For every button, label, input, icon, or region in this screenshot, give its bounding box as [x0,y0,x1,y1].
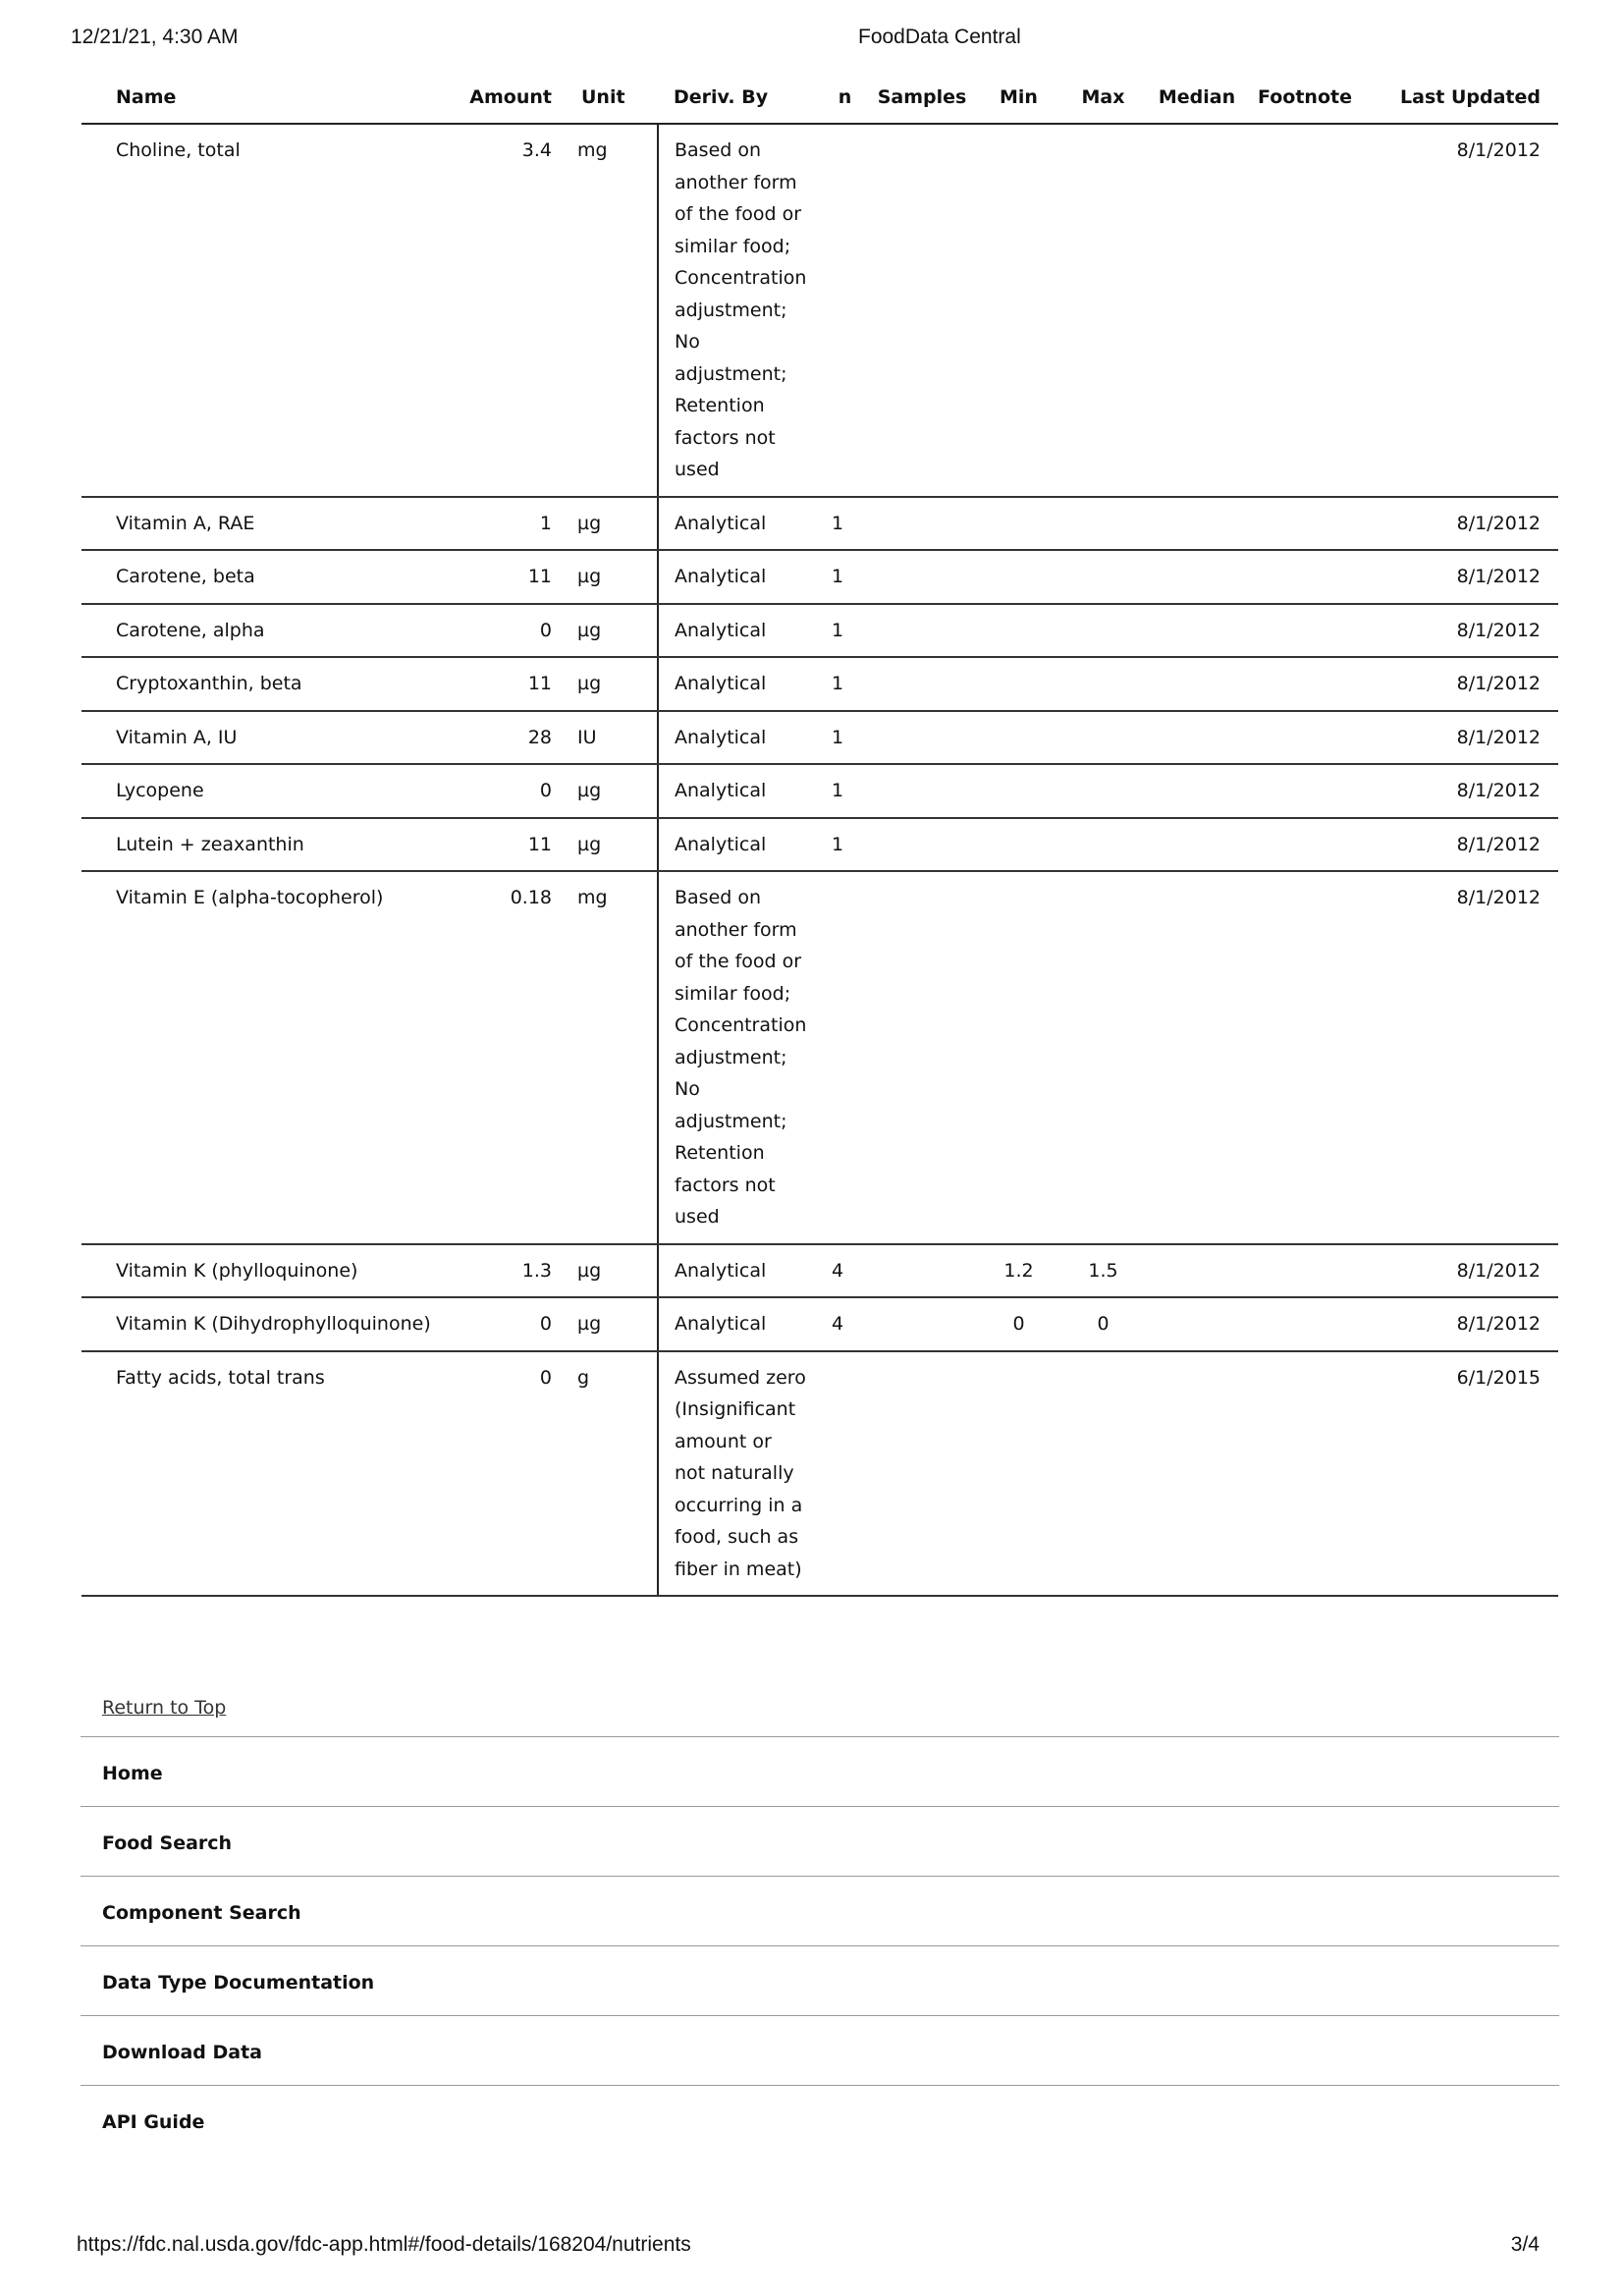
deriv-by-line: Analytical [675,726,767,748]
cell-n: 1 [822,711,868,765]
cell-min [976,818,1061,872]
cell-footnote [1249,764,1361,818]
table-row [81,1351,1558,1597]
cell-unit: µg [556,764,658,818]
footer-nav [81,1697,1559,2155]
nutrients-table [81,72,1558,1597]
cell-min [976,124,1061,497]
cell-max [1061,764,1145,818]
cell-max [1061,818,1145,872]
cell-name: Vitamin A, RAE [81,497,436,551]
deriv-by-line: of the food or [675,951,802,972]
cell-deriv-by [658,124,822,497]
print-url: https://fdc.nal.usda.gov/fdc-app.html#/food-details/168204/nutrients [77,2233,691,2256]
cell-n: 1 [822,604,868,658]
cell-deriv-by [658,711,822,765]
deriv-by-line: No [675,331,700,353]
col-header-name[interactable]: Name [81,72,436,124]
cell-name: Carotene, beta [81,550,436,604]
cell-name: Carotene, alpha [81,604,436,658]
print-page-number: 3/4 [1510,2233,1540,2256]
deriv-by-line: Based on [675,139,762,161]
table-row [81,764,1558,818]
cell-last-updated: 8/1/2012 [1361,818,1558,872]
deriv-by-line: not naturally [675,1462,794,1484]
cell-footnote [1249,497,1361,551]
deriv-by-line: adjustment; [675,1046,787,1068]
table-row [81,871,1558,1244]
deriv-by-line: fiber in meat) [675,1558,802,1580]
cell-amount: 11 [436,550,556,604]
deriv-by-line: (Insignificant [675,1398,796,1420]
footer-nav-list [81,1737,1559,2155]
print-datetime: 12/21/21, 4:30 AM [71,26,239,48]
cell-deriv-by [658,604,822,658]
col-header-amount[interactable]: Amount [436,72,556,124]
deriv-by-line: adjustment; [675,362,787,385]
cell-max [1061,497,1145,551]
col-header-median[interactable]: Median [1145,72,1249,124]
cell-n [822,124,868,497]
cell-n: 4 [822,1297,868,1351]
cell-max [1061,711,1145,765]
cell-max: 1.5 [1061,1244,1145,1298]
cell-n: 1 [822,657,868,711]
deriv-by-line: amount or [675,1430,772,1452]
table-row [81,1297,1558,1351]
cell-last-updated: 8/1/2012 [1361,764,1558,818]
cell-last-updated: 8/1/2012 [1361,657,1558,711]
cell-unit: g [556,1351,658,1597]
cell-footnote [1249,1244,1361,1298]
cell-samples [868,818,976,872]
col-header-n[interactable]: n [822,72,868,124]
cell-deriv-by [658,550,822,604]
col-header-max[interactable]: Max [1061,72,1145,124]
cell-amount: 1.3 [436,1244,556,1298]
deriv-by-line: Retention [675,1142,765,1164]
cell-amount: 28 [436,711,556,765]
cell-footnote [1249,711,1361,765]
cell-unit: µg [556,818,658,872]
cell-unit: µg [556,1244,658,1298]
print-header [71,26,1553,55]
cell-median [1145,124,1249,497]
deriv-by-line: another form [675,918,797,941]
cell-n: 1 [822,818,868,872]
table-row [81,550,1558,604]
deriv-by-line: Analytical [675,619,767,641]
cell-last-updated: 6/1/2015 [1361,1351,1558,1597]
cell-n: 1 [822,550,868,604]
footer-nav-item-component-search[interactable]: Component Search [81,1877,1559,1946]
col-header-min[interactable]: Min [976,72,1061,124]
col-header-footnote[interactable]: Footnote [1249,72,1361,124]
cell-last-updated: 8/1/2012 [1361,124,1558,497]
table-row [81,818,1558,872]
table-row [81,1244,1558,1298]
col-header-samples[interactable]: Samples [868,72,976,124]
deriv-by-line: Analytical [675,1259,767,1282]
deriv-by-line: similar food; [675,235,791,257]
deriv-by-line: Based on [675,887,762,908]
cell-samples [868,497,976,551]
table-header-row [81,72,1558,124]
deriv-by-line: No [675,1078,700,1100]
cell-min [976,1351,1061,1597]
cell-min [976,657,1061,711]
cell-name: Vitamin A, IU [81,711,436,765]
cell-footnote [1249,1351,1361,1597]
cell-median [1145,550,1249,604]
cell-amount: 0 [436,1297,556,1351]
cell-amount: 0.18 [436,871,556,1244]
cell-last-updated: 8/1/2012 [1361,1297,1558,1351]
cell-min [976,764,1061,818]
col-header-deriv-by[interactable]: Deriv. By [658,72,822,124]
cell-n: 4 [822,1244,868,1298]
cell-footnote [1249,604,1361,658]
cell-samples [868,1297,976,1351]
cell-samples [868,764,976,818]
cell-name: Lutein + zeaxanthin [81,818,436,872]
cell-median [1145,657,1249,711]
cell-deriv-by [658,764,822,818]
cell-amount: 0 [436,1351,556,1597]
cell-last-updated: 8/1/2012 [1361,871,1558,1244]
footer-nav-item-api-guide[interactable]: API Guide [102,2111,205,2133]
table-row [81,604,1558,658]
print-footer [77,2233,1540,2263]
cell-amount: 11 [436,818,556,872]
cell-samples [868,550,976,604]
cell-min [976,711,1061,765]
cell-amount: 1 [436,497,556,551]
deriv-by-line: of the food or [675,203,802,225]
cell-deriv-by [658,1351,822,1597]
footer-nav-item-download-data[interactable]: Download Data [81,2016,1559,2086]
cell-median [1145,1351,1249,1597]
cell-amount: 0 [436,604,556,658]
cell-deriv-by [658,497,822,551]
cell-footnote [1249,1297,1361,1351]
cell-n [822,1351,868,1597]
cell-name: Vitamin E (alpha-tocopherol) [81,871,436,1244]
cell-samples [868,1244,976,1298]
cell-samples [868,604,976,658]
deriv-by-line: occurring in a [675,1494,803,1516]
cell-amount: 11 [436,657,556,711]
table-row [81,124,1558,497]
cell-unit: µg [556,657,658,711]
col-header-last-updated[interactable]: Last Updated [1361,72,1558,124]
cell-samples [868,124,976,497]
deriv-by-line: Analytical [675,833,767,855]
cell-median [1145,604,1249,658]
cell-median [1145,497,1249,551]
cell-footnote [1249,657,1361,711]
cell-median [1145,1244,1249,1298]
return-to-top-link[interactable]: Return to Top [102,1697,227,1719]
deriv-by-line: another form [675,171,797,193]
deriv-by-line: Analytical [675,1313,767,1335]
cell-max: 0 [1061,1297,1145,1351]
deriv-by-line: similar food; [675,982,791,1005]
deriv-by-line: Analytical [675,512,767,534]
cell-n: 1 [822,764,868,818]
deriv-by-line: factors not [675,1174,776,1196]
deriv-by-line: Analytical [675,780,767,801]
cell-last-updated: 8/1/2012 [1361,604,1558,658]
cell-min [976,550,1061,604]
cell-median [1145,871,1249,1244]
deriv-by-line: food, such as [675,1526,799,1548]
deriv-by-line: used [675,1206,720,1228]
cell-median [1145,1297,1249,1351]
cell-last-updated: 8/1/2012 [1361,711,1558,765]
cell-median [1145,711,1249,765]
deriv-by-line: Assumed zero [675,1366,806,1389]
cell-deriv-by [658,1244,822,1298]
cell-footnote [1249,550,1361,604]
footer-nav-item-data-type-documentation[interactable]: Data Type Documentation [81,1946,1559,2016]
cell-min [976,604,1061,658]
cell-name: Cryptoxanthin, beta [81,657,436,711]
cell-deriv-by [658,818,822,872]
cell-unit: µg [556,497,658,551]
cell-unit: mg [556,871,658,1244]
cell-n [822,871,868,1244]
deriv-by-line: adjustment; [675,299,787,321]
cell-deriv-by [658,871,822,1244]
cell-amount: 3.4 [436,124,556,497]
cell-last-updated: 8/1/2012 [1361,550,1558,604]
cell-min: 1.2 [976,1244,1061,1298]
cell-unit: IU [556,711,658,765]
cell-name: Vitamin K (phylloquinone) [81,1244,436,1298]
table-row [81,657,1558,711]
cell-amount: 0 [436,764,556,818]
cell-name: Choline, total [81,124,436,497]
cell-max [1061,1351,1145,1597]
cell-max [1061,124,1145,497]
cell-deriv-by [658,657,822,711]
deriv-by-line: Analytical [675,566,767,587]
table-row [81,497,1558,551]
deriv-by-line: used [675,459,720,480]
cell-min [976,871,1061,1244]
col-header-unit[interactable]: Unit [556,72,658,124]
cell-footnote [1249,124,1361,497]
cell-min: 0 [976,1297,1061,1351]
cell-n: 1 [822,497,868,551]
cell-name: Lycopene [81,764,436,818]
cell-last-updated: 8/1/2012 [1361,1244,1558,1298]
cell-name: Vitamin K (Dihydrophylloquinone) [81,1297,436,1351]
cell-max [1061,871,1145,1244]
cell-samples [868,1351,976,1597]
deriv-by-line: Retention [675,395,765,416]
cell-unit: µg [556,1297,658,1351]
cell-max [1061,657,1145,711]
cell-median [1145,764,1249,818]
deriv-by-line: Concentration [675,1014,807,1036]
cell-footnote [1249,871,1361,1244]
cell-unit: mg [556,124,658,497]
cell-samples [868,871,976,1244]
cell-median [1145,818,1249,872]
table-row [81,711,1558,765]
footer-nav-item-food-search[interactable]: Food Search [81,1807,1559,1877]
deriv-by-line: adjustment; [675,1110,787,1132]
cell-max [1061,550,1145,604]
deriv-by-line: Analytical [675,673,767,694]
print-site-title: FoodData Central [858,26,1021,48]
cell-unit: µg [556,550,658,604]
deriv-by-line: factors not [675,426,776,449]
table-body [81,124,1558,1596]
deriv-by-line: Concentration [675,267,807,289]
cell-min [976,497,1061,551]
cell-unit: µg [556,604,658,658]
cell-samples [868,711,976,765]
cell-max [1061,604,1145,658]
cell-last-updated: 8/1/2012 [1361,497,1558,551]
cell-samples [868,657,976,711]
footer-nav-item-home[interactable]: Home [81,1737,1559,1807]
cell-name: Fatty acids, total trans [81,1351,436,1597]
cell-deriv-by [658,1297,822,1351]
cell-footnote [1249,818,1361,872]
